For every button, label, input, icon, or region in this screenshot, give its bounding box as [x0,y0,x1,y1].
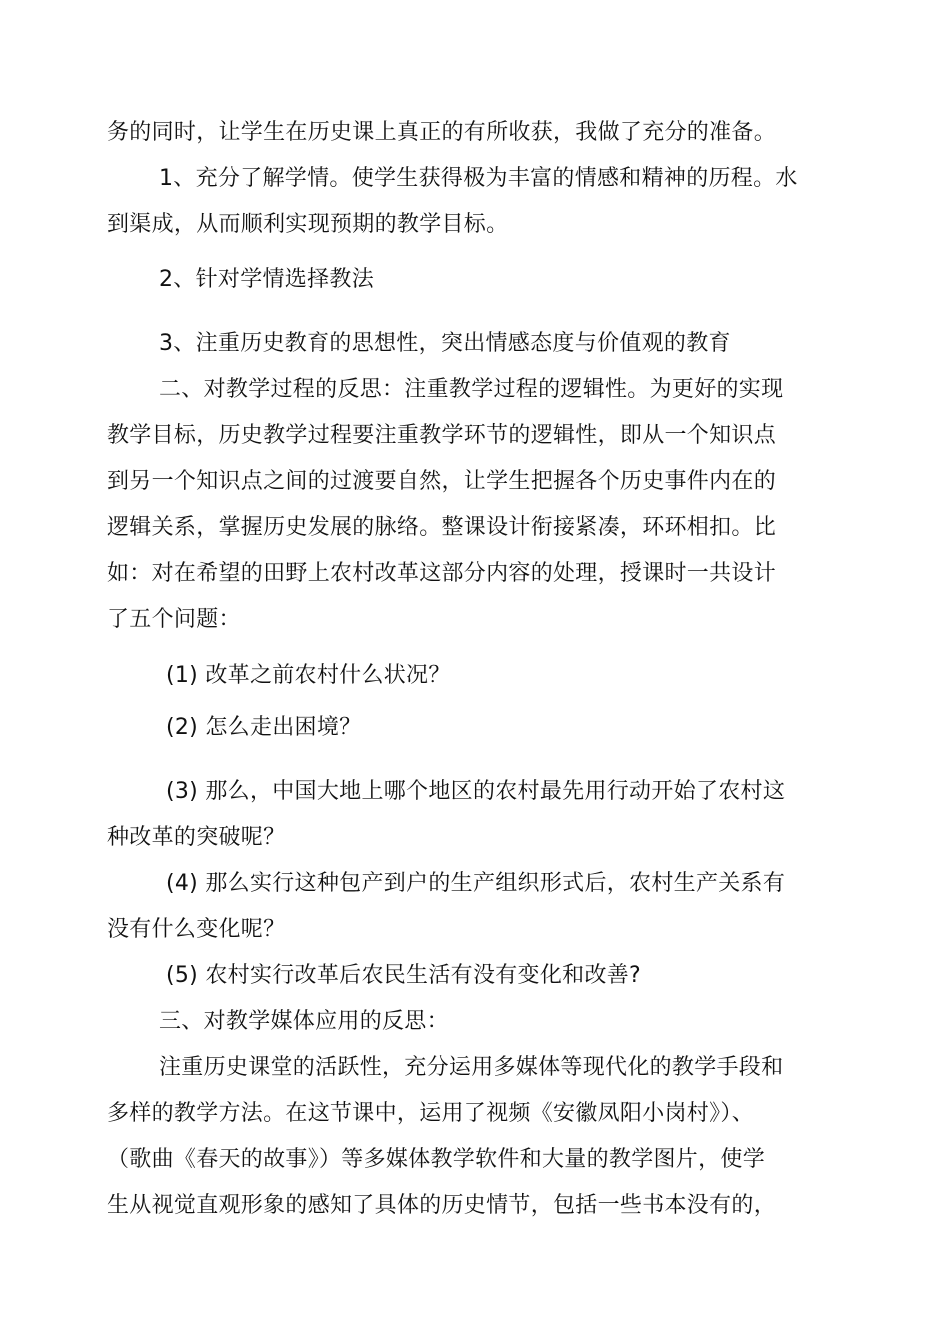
question-item: (3) 那么，中国大地上哪个地区的农村最先用行动开始了农村这 [166,779,786,804]
text-line: 多样的教学方法。在这节课中，运用了视频《安徽凤阳小岗村》）、 [107,1101,755,1126]
text-line: 了五个问题： [107,607,241,632]
text-line: 到渠成，从而顺利实现预期的教学目标。 [107,212,509,237]
question-item: (1) 改革之前农村什么状况？ [166,663,451,688]
text-line: 务的同时，让学生在历史课上真正的有所收获，我做了充分的准备。 [107,120,777,145]
question-item: (4) 那么实行这种包产到户的生产组织形式后，农村生产关系有 [166,871,786,896]
section-heading: 三、对教学媒体应用的反思： [159,1009,449,1034]
text-line: 逻辑关系，掌握历史发展的脉络。整课设计衔接紧凑，环环相扣。比 [107,515,777,540]
text-line: 到另一个知识点之间的过渡要自然，让学生把握各个历史事件内在的 [107,469,777,494]
text-line: 1、充分了解学情。使学生获得极为丰富的情感和精神的历程。水 [159,166,798,191]
text-line: 如：对在希望的田野上农村改革这部分内容的处理，授课时一共设计 [107,561,777,586]
question-item: (5) 农村实行改革后农民生活有没有变化和改善? [166,963,642,988]
text-line: 2、针对学情选择教法 [159,267,374,292]
text-line: 教学目标，历史教学过程要注重教学环节的逻辑性，即从一个知识点 [107,423,777,448]
question-item: (2) 怎么走出困境？ [166,715,362,740]
text-line: 注重历史课堂的活跃性，充分运用多媒体等现代化的教学手段和 [159,1055,784,1080]
text-line: 没有什么变化呢？ [107,917,286,942]
text-line: 生从视觉直观形象的感知了具体的历史情节，包括一些书本没有的， [107,1193,777,1218]
text-line: （歌曲《春天的故事》）等多媒体教学软件和大量的教学图片，使学 [107,1147,766,1172]
text-line: 3、注重历史教育的思想性，突出情感态度与价值观的教育 [159,331,731,356]
text-line: 二、对教学过程的反思：注重教学过程的逻辑性。为更好的实现 [159,377,784,402]
text-line: 种改革的突破呢？ [107,825,286,850]
